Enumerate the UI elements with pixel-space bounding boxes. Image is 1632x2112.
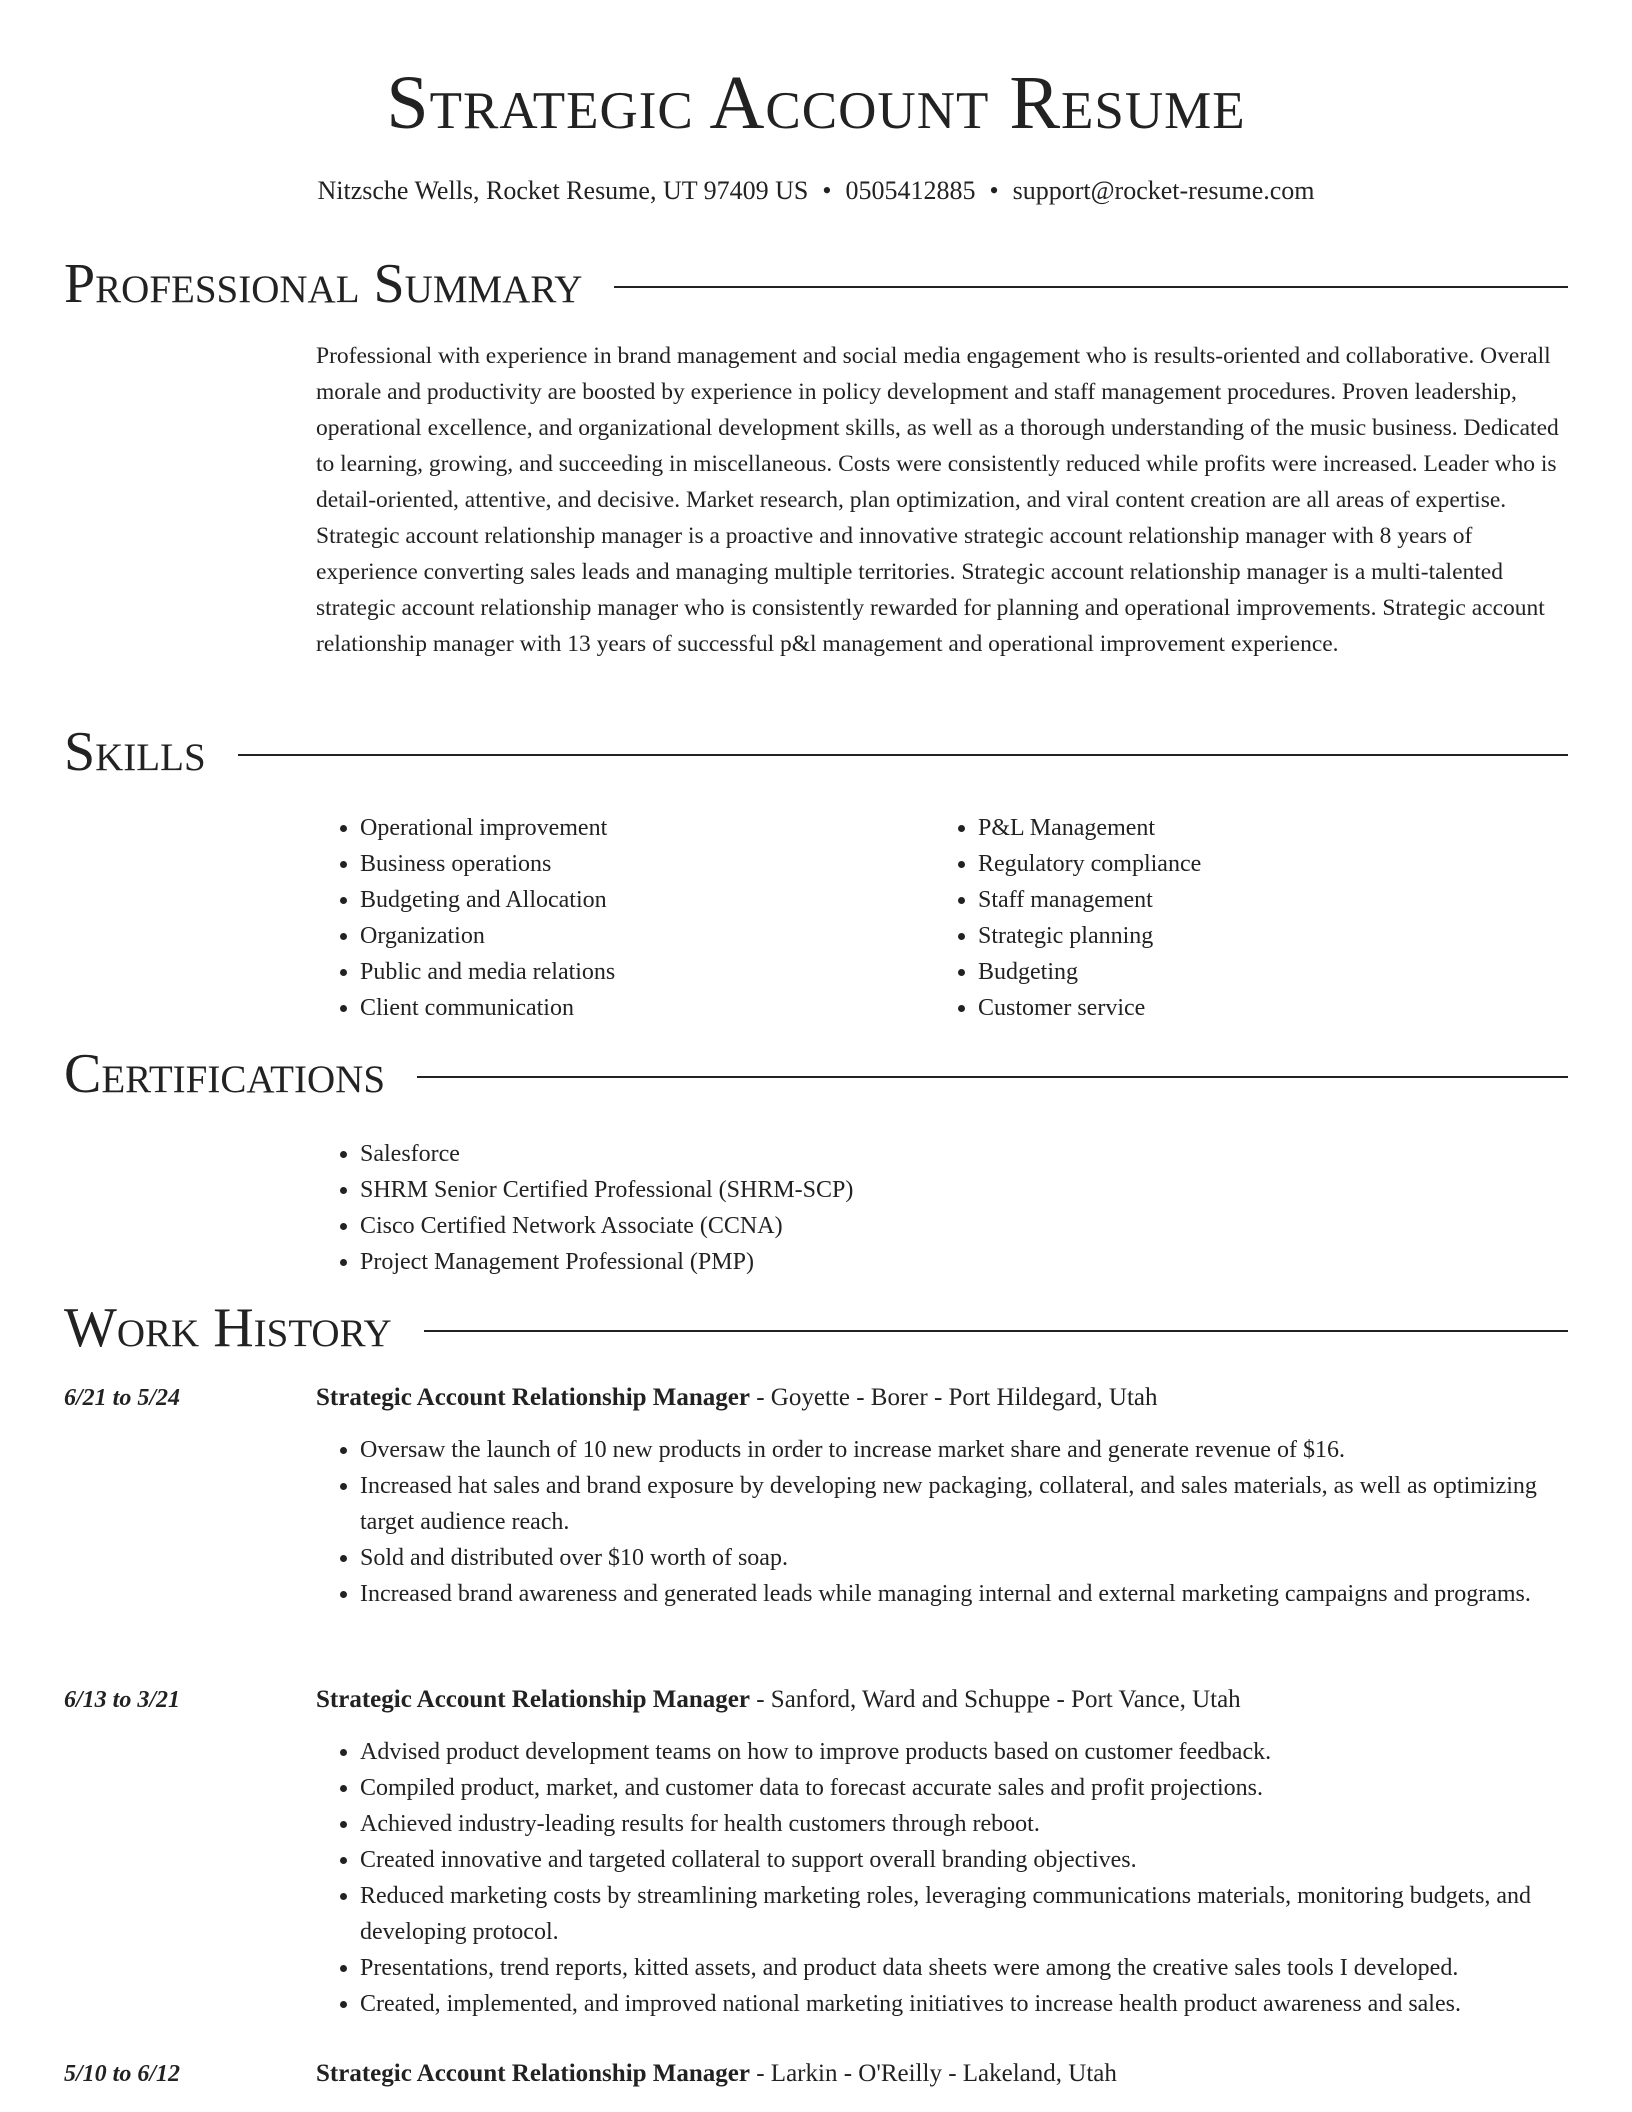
skills-list	[316, 810, 916, 1026]
job-bullets	[316, 1432, 1568, 1612]
skill-item: • Client communication	[360, 990, 916, 1026]
section-divider	[614, 286, 1568, 288]
contact-email[interactable]: support@rocket-resume.com	[1012, 176, 1315, 205]
skill-item: • Staff management	[978, 882, 1534, 918]
contact-line	[0, 174, 1632, 208]
skill-item: • Budgeting	[978, 954, 1534, 990]
job-bullet: • Sold and distributed over $10 worth of soap.	[360, 1540, 1568, 1576]
skills-list	[934, 810, 1534, 1026]
skill-item: • Strategic planning	[978, 918, 1534, 954]
job-heading	[316, 2056, 1568, 2092]
certification-item: • SHRM Senior Certified Professional (SHRM-SCP)	[360, 1172, 1516, 1208]
skill-item: • Regulatory compliance	[978, 846, 1534, 882]
section-label: Professional Summary	[64, 253, 583, 315]
job-bullet: • Created, implemented, and improved national marketing initiatives to increase health product awareness and sales.	[360, 1986, 1568, 2022]
certifications	[316, 1136, 1516, 1280]
contact-phone: 0505412885	[845, 176, 976, 205]
section-heading-skills	[64, 720, 1568, 784]
skill-item: • Public and media relations	[360, 954, 916, 990]
skill-item: • Organization	[360, 918, 916, 954]
resume-title: Strategic Account Resume	[386, 61, 1246, 145]
job-bullet: • Created innovative and targeted collateral to support overall branding objectives.	[360, 1842, 1568, 1878]
job-bullet: • Increased brand awareness and generated leads while managing internal and external marketing campaigns and programs.	[360, 1576, 1568, 1612]
job-dates: 6/13 to 3/21	[64, 1687, 181, 1713]
job-bullet-list	[316, 1734, 1568, 2022]
job-title: Strategic Account Relationship Manager	[316, 2060, 750, 2087]
certification-item: • Salesforce	[360, 1136, 1516, 1172]
job-company: - Goyette - Borer - Port Hildegard, Utah	[749, 1384, 1158, 1411]
section-label: Skills	[64, 721, 206, 783]
job-bullet: • Compiled product, market, and customer data to forecast accurate sales and profit projections.	[360, 1770, 1568, 1806]
skills-column-left	[316, 810, 916, 1026]
job-bullet: • Increased hat sales and brand exposure by developing new packaging, collateral, and sales materials, as well as optimizing target audience reach.	[360, 1468, 1568, 1540]
section-divider	[424, 1330, 1568, 1332]
professional-summary-text: Professional with experience in brand management and social media engagement who is results-oriented and collaborative. Overall morale and productivity are boosted by experience in policy development and staff management procedures. Proven leadership, operational excellence, and organizational development skills, as well as a thorough understanding of the music business. Dedicated to learning, growing, and succeeding in miscellaneous. Costs were consistently reduced while profits were increased. Leader who is detail-oriented, attentive, and decisive. Market research, plan optimization, and viral content creation are all areas of expertise. Strategic account relationship manager is a proactive and innovative strategic account relationship manager with 8 years of experience converting sales leads and managing multiple territories. Strategic account relationship manager is a multi-talented strategic account relationship manager who is consistently rewarded for planning and operational improvements. Strategic account relationship manager with 13 years of successful p&l management and operational improvement experience.	[316, 343, 1559, 657]
contact-separator: •	[822, 176, 832, 205]
job-bullet: • Oversaw the launch of 10 new products in order to increase market share and generate revenue of $16.	[360, 1432, 1568, 1468]
section-label: Certifications	[64, 1043, 386, 1105]
certification-item: • Cisco Certified Network Associate (CCNA)	[360, 1208, 1516, 1244]
contact-address: Nitzsche Wells, Rocket Resume, UT 97409 US	[317, 176, 809, 205]
job-bullet: • Advised product development teams on how to improve products based on customer feedback.	[360, 1734, 1568, 1770]
job-bullet: • Achieved industry-leading results for health customers through reboot.	[360, 1806, 1568, 1842]
job-heading	[316, 1380, 1568, 1416]
section-heading-certifications	[64, 1042, 1568, 1106]
certification-item: • Project Management Professional (PMP)	[360, 1244, 1516, 1280]
job-bullets	[316, 1734, 1568, 2022]
job-bullet: • Presentations, trend reports, kitted assets, and product data sheets were among the creative sales tools I developed.	[360, 1950, 1568, 1986]
job-heading	[316, 1682, 1568, 1718]
job-dates: 6/21 to 5/24	[64, 1385, 181, 1411]
job-dates: 5/10 to 6/12	[64, 2061, 181, 2087]
skill-item: • Business operations	[360, 846, 916, 882]
section-divider	[417, 1076, 1568, 1078]
section-divider	[238, 754, 1568, 756]
job-title: Strategic Account Relationship Manager	[316, 1686, 750, 1713]
skill-item: • Operational improvement	[360, 810, 916, 846]
section-label: Work History	[64, 1297, 392, 1359]
skill-item: • Customer service	[978, 990, 1534, 1026]
job-company: - Larkin - O'Reilly - Lakeland, Utah	[749, 2060, 1117, 2087]
job-company: - Sanford, Ward and Schuppe - Port Vance, Utah	[749, 1686, 1241, 1713]
skills-column-right	[934, 810, 1534, 1026]
section-heading-summary	[64, 252, 1568, 316]
job-bullet-list	[316, 1432, 1568, 1612]
job-bullet: • Reduced marketing costs by streamlining marketing roles, leveraging communications materials, monitoring budgets, and developing protocol.	[360, 1878, 1568, 1950]
skill-item: • Budgeting and Allocation	[360, 882, 916, 918]
certifications-list	[316, 1136, 1516, 1280]
skill-item: • P&L Management	[978, 810, 1534, 846]
section-heading-work-history	[64, 1296, 1568, 1360]
contact-separator: •	[989, 176, 999, 205]
job-title: Strategic Account Relationship Manager	[316, 1384, 750, 1411]
